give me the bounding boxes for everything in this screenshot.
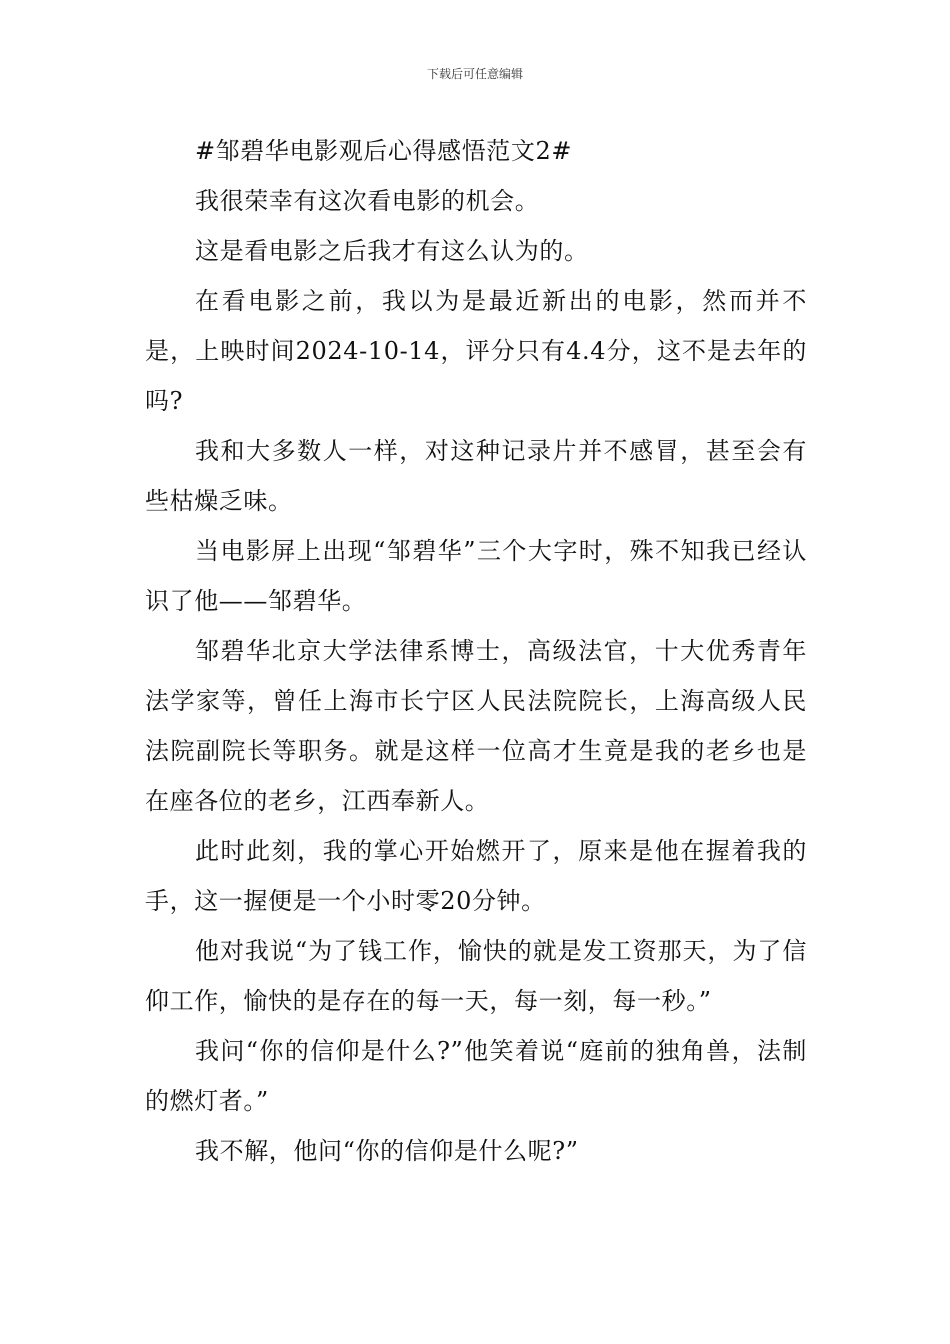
paragraph: 当电影屏上出现“邹碧华”三个大字时，殊不知我已经认识了他——邹碧华。 xyxy=(145,537,807,615)
page-header: 下载后可任意编辑 xyxy=(426,67,523,81)
paragraph: 在看电影之前，我以为是最近新出的电影，然而并不是，上映时间2024-10-14，评分只有4.4分，这不是去年的吗? xyxy=(145,287,807,415)
paragraph: 此时此刻，我的掌心开始燃开了，原来是他在握着我的手，这一握便是一个小时零20分钟。 xyxy=(145,837,807,915)
paragraph: 邹碧华北京大学法律系博士，高级法官，十大优秀青年法学家等，曾任上海市长宁区人民法院院长，上海高级人民法院副院长等职务。就是这样一位高才生竟是我的老乡也是在座各位的老乡，江西奉新人。 xyxy=(145,637,807,815)
paragraph: 我问“你的信仰是什么?”他笑着说“庭前的独角兽，法制的燃灯者。” xyxy=(145,1037,807,1115)
document-body xyxy=(145,126,807,1176)
document-title: #邹碧华电影观后心得感悟范文2# xyxy=(195,137,573,165)
paragraph: 我和大多数人一样，对这种记录片并不感冒，甚至会有些枯燥乏味。 xyxy=(145,437,807,515)
paragraph: 我很荣幸有这次看电影的机会。 xyxy=(195,187,540,215)
paragraph: 他对我说“为了钱工作，愉快的就是发工资那天，为了信仰工作，愉快的是存在的每一天，每一刻，每一秒。” xyxy=(145,937,807,1015)
paragraph: 我不解，他问“你的信仰是什么呢?” xyxy=(195,1137,579,1165)
paragraph: 这是看电影之后我才有这么认为的。 xyxy=(195,237,589,265)
